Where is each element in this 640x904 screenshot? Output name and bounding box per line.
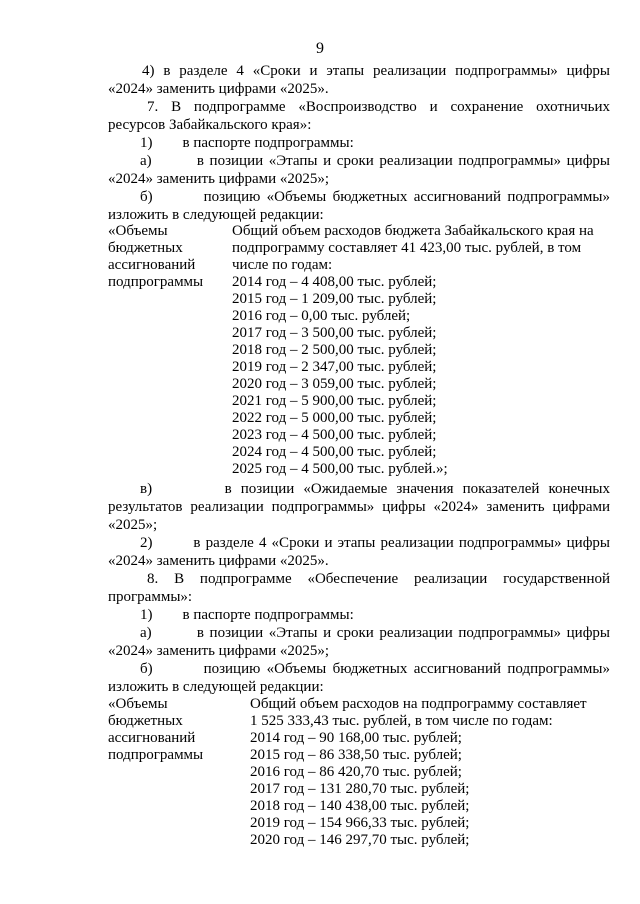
table-right-cell-line: 2024 год – 4 500,00 тыс. рублей; [232,444,437,460]
table-right-cell-line: 2014 год – 4 408,00 тыс. рублей; [232,274,437,290]
text-line: «2025»; [108,517,158,533]
table-right-cell-line: 2019 год – 2 347,00 тыс. рублей; [232,359,437,375]
table-right-cell-line: 2025 год – 4 500,00 тыс. рублей.»; [232,461,448,477]
text-line: б) позицию «Объемы бюджетных ассигнований подпрограммы» [140,661,610,677]
table-right-cell-line: 2020 год – 146 297,70 тыс. рублей; [250,832,470,848]
table-right-cell-line: Общий объем расходов на подпрограмму составляет [250,696,587,712]
table-left-cell-line: подпрограммы [108,747,204,763]
text-line: изложить в следующей редакции: [108,679,324,695]
table-left-cell-line: «Объемы [108,223,168,239]
text-line: а) в позиции «Этапы и сроки реализации подпрограммы» цифры [140,153,610,169]
table-left-cell-line: бюджетных [108,713,183,729]
text-line: изложить в следующей редакции: [108,207,324,223]
table-right-cell-line: 2015 год – 1 209,00 тыс. рублей; [232,291,437,307]
table-right-cell-line: 2022 год – 5 000,00 тыс. рублей; [232,410,437,426]
table-right-cell-line: подпрограмму составляет 41 423,00 тыс. рублей, в том [232,240,582,256]
table-right-cell-line: 2015 год – 86 338,50 тыс. рублей; [250,747,462,763]
table-right-cell-line: 1 525 333,43 тыс. рублей, в том числе по годам: [250,713,553,729]
table-right-cell-line: 2020 год – 3 059,00 тыс. рублей; [232,376,437,392]
text-line: 2) в разделе 4 «Сроки и этапы реализации подпрограммы» цифры [140,535,610,551]
table-right-cell-line: 2014 год – 90 168,00 тыс. рублей; [250,730,462,746]
text-line: результатов реализации подпрограммы» цифры «2024» заменить цифрами [108,499,610,515]
text-line: 7. В подпрограмме «Воспроизводство и сохранение охотничьих [147,99,610,115]
table-right-cell-line: числе по годам: [232,257,333,273]
text-line: в) в позиции «Ожидаемые значения показателей конечных [140,481,610,497]
table-right-cell-line: 2016 год – 0,00 тыс. рублей; [232,308,411,324]
table-left-cell-line: ассигнований [108,730,196,746]
table-left-cell-line: бюджетных [108,240,183,256]
table-right-cell-line: 2023 год – 4 500,00 тыс. рублей; [232,427,437,443]
table-left-cell-line: «Объемы [108,696,168,712]
table-right-cell-line: 2016 год – 86 420,70 тыс. рублей; [250,764,462,780]
text-line: «2024» заменить цифрами «2025». [108,81,329,97]
table-right-cell-line: 2019 год – 154 966,33 тыс. рублей; [250,815,470,831]
text-line: «2024» заменить цифрами «2025». [108,553,329,569]
text-line: ресурсов Забайкальского края»: [108,117,312,133]
table-right-cell-line: 2017 год – 131 280,70 тыс. рублей; [250,781,470,797]
table-right-cell-line: 2018 год – 140 438,00 тыс. рублей; [250,798,470,814]
table-right-cell-line: 2021 год – 5 900,00 тыс. рублей; [232,393,437,409]
text-line: 1) в паспорте подпрограммы: [140,607,354,623]
text-line: а) в позиции «Этапы и сроки реализации подпрограммы» цифры [140,625,610,641]
text-line: 1) в паспорте подпрограммы: [140,135,354,151]
table-right-cell-line: Общий объем расходов бюджета Забайкальского края на [232,223,594,239]
text-line: «2024» заменить цифрами «2025»; [108,643,330,659]
text-line: 8. В подпрограмме «Обеспечение реализации государственной [147,571,610,587]
table-left-cell-line: подпрограммы [108,274,204,290]
text-line: б) позицию «Объемы бюджетных ассигнований подпрограммы» [140,189,610,205]
text-line: 4) в разделе 4 «Сроки и этапы реализации подпрограммы» цифры [142,63,610,79]
page-number: 9 [316,40,324,57]
table-right-cell-line: 2018 год – 2 500,00 тыс. рублей; [232,342,437,358]
table-right-cell-line: 2017 год – 3 500,00 тыс. рублей; [232,325,437,341]
text-line: программы»: [108,589,193,605]
text-line: «2024» заменить цифрами «2025»; [108,171,330,187]
table-left-cell-line: ассигнований [108,257,196,273]
